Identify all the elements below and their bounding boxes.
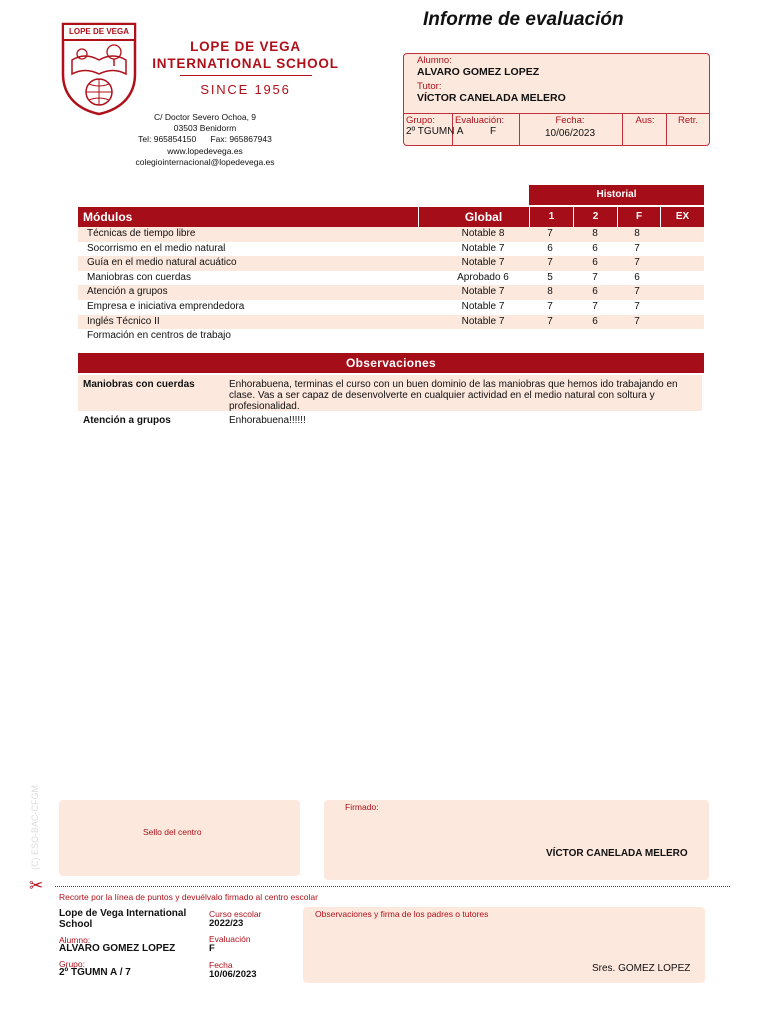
grade-1: 7: [547, 315, 553, 327]
table-row: [78, 271, 704, 286]
module-name: Inglés Técnico II: [87, 315, 160, 327]
side-watermark-text: (C) ESO-BAC-CFGM: [30, 785, 40, 870]
module-name: Técnicas de tiempo libre: [87, 228, 196, 239]
table-row: [78, 329, 704, 344]
footer-curso-label: Curso escolar: [209, 909, 262, 919]
school-crest-icon: [60, 22, 138, 116]
school-logo: [60, 22, 345, 117]
grade-2: 6: [592, 286, 598, 298]
tutor-label: Tutor:: [417, 81, 442, 92]
global-grade: Notable 7: [461, 286, 505, 298]
grade-f: 7: [634, 286, 640, 298]
module-name: Socorrismo en el medio natural: [87, 242, 226, 254]
sello-label: Sello del centro: [143, 827, 202, 837]
global-grade: Notable 8: [461, 228, 505, 239]
website-link[interactable]: www.lopedevega.es: [167, 145, 243, 156]
aus-cell: [623, 114, 667, 145]
grupo-label: Grupo:: [406, 115, 436, 126]
tutor-value: VÍCTOR CANELADA MELERO: [417, 92, 566, 104]
fecha-label: Fecha:: [555, 115, 585, 126]
footer-fecha-label: Fecha: [209, 960, 233, 970]
grade-2: 6: [592, 257, 598, 269]
col-f: F: [617, 207, 660, 227]
parents-signature-box: [303, 907, 705, 983]
logo-banner-text: LOPE DE VEGA: [68, 27, 129, 36]
parents-name: Sres. GOMEZ LOPEZ: [592, 963, 691, 974]
table-row: [78, 315, 704, 330]
col-global: Global: [418, 207, 548, 227]
evaluacion-value: F: [490, 126, 497, 137]
cut-line: [55, 886, 730, 887]
scissors-icon: ✂: [29, 876, 44, 895]
grade-1: 8: [547, 286, 553, 298]
grupo-value: 2º TGUMN A: [406, 126, 464, 137]
grade-1: 6: [547, 242, 553, 254]
global-grade: Notable 7: [461, 257, 505, 269]
table-header: [78, 207, 704, 227]
sello-box: [59, 800, 300, 876]
fecha-cell: [520, 114, 623, 145]
address-line: C/ Doctor Severo Ochoa, 9: [153, 112, 257, 122]
evaluacion-label: Evaluación:: [455, 115, 505, 126]
footer-grupo-value: 2º TGUMN A / 7: [59, 967, 131, 978]
footer-evaluacion-value: F: [209, 943, 215, 954]
table-row: [78, 227, 704, 242]
grade-2: 7: [592, 271, 598, 283]
retr-label: Retr.: [677, 115, 699, 126]
footer-alumno-value: ALVARO GOMEZ LOPEZ: [59, 943, 176, 954]
firmado-box: [324, 800, 709, 880]
grupo-cell: [404, 114, 464, 145]
student-info-top: [404, 54, 709, 114]
grade-2: 8: [592, 228, 598, 239]
module-name: Guía en el medio natural acuático: [87, 257, 237, 269]
grade-1: 5: [547, 271, 553, 283]
table-row: [78, 285, 704, 300]
parents-label: Observaciones y firma de los padres o tutores: [315, 909, 489, 919]
module-name: Empresa e iniciativa emprendedora: [87, 301, 245, 312]
evaluacion-cell: [453, 114, 520, 145]
since-text: SINCE 1956: [200, 82, 291, 97]
student-info-box: [403, 53, 710, 146]
footer-fecha-value: 10/06/2023: [209, 969, 257, 980]
global-grade: Notable 7: [461, 315, 505, 327]
grade-1: 7: [547, 301, 553, 312]
recorte-instruction: Recorte por la línea de puntos y devuélvalo firmado al centro escolar: [59, 892, 318, 902]
global-grade: Aprobado 6: [457, 271, 509, 283]
table-row: [78, 300, 704, 315]
module-name: Formación en centros de trabajo: [87, 330, 231, 342]
school-name-line2: INTERNATIONAL SCHOOL: [152, 56, 339, 71]
observation-row: [78, 375, 702, 411]
alumno-value: ALVARO GOMEZ LOPEZ: [417, 66, 540, 78]
global-grade: Notable 7: [461, 301, 505, 312]
col-ex: EX: [660, 207, 704, 227]
footer-curso-value: 2022/23: [209, 918, 244, 929]
divider: [180, 75, 312, 76]
grade-f: 7: [634, 315, 640, 327]
grade-f: 8: [634, 228, 640, 239]
grade-f: 7: [634, 242, 640, 254]
col-modulos: Módulos: [83, 210, 133, 224]
col-1: 1: [529, 207, 573, 227]
observaciones-header: Observaciones: [78, 353, 704, 373]
grade-1: 7: [547, 257, 553, 269]
school-name: [148, 38, 343, 72]
table-row: [78, 242, 704, 257]
phone-fax-line: Tel: 965854150 Fax: 965867943: [138, 134, 272, 145]
firmado-label: Firmado:: [345, 802, 379, 812]
global-grade: Notable 7: [461, 242, 505, 254]
school-name-line1: LOPE DE VEGA: [190, 39, 301, 54]
alumno-label: Alumno:: [417, 55, 452, 66]
grade-2: 6: [592, 315, 598, 327]
grade-2: 6: [592, 242, 598, 254]
fecha-value: 10/06/2023: [544, 128, 596, 139]
historial-header: Historial: [529, 185, 704, 205]
observation-text: Enhorabuena, terminas el curso con un buen dominio de las maniobras que hemos ido trabajando en clase. Vas a ser capaz de desenvolverte en cualquier actividad en el medio natural con soltura y profesionalidad.: [229, 379, 678, 412]
observation-row: [78, 411, 702, 427]
page-title: Informe de evaluación: [423, 9, 624, 30]
footer-alumno-label: Alumno:: [59, 935, 91, 945]
observation-module: Maniobras con cuerdas: [83, 379, 195, 390]
retr-cell: [667, 114, 709, 145]
firmante-name: VÍCTOR CANELADA MELERO: [546, 848, 688, 859]
table-row: [78, 256, 704, 271]
footer-grupo-label: Grupo:: [59, 959, 85, 969]
address-line: 03503 Benidorm: [173, 123, 237, 134]
school-address: [100, 112, 310, 168]
observation-module: Atención a grupos: [83, 415, 171, 426]
col-2: 2: [573, 207, 617, 227]
observation-text: Enhorabuena!!!!!!: [229, 415, 306, 426]
aus-label: Aus:: [635, 115, 655, 126]
email-link[interactable]: colegiointernacional@lopedevega.es: [135, 156, 275, 167]
grade-f: 7: [634, 301, 640, 312]
module-name: Atención a grupos: [87, 286, 168, 298]
grade-2: 7: [592, 301, 598, 312]
footer-school-name: Lope de Vega International School: [59, 908, 187, 930]
footer-evaluacion-label: Evaluación: [209, 934, 251, 944]
grade-f: 7: [634, 257, 640, 269]
grade-f: 6: [634, 271, 640, 283]
module-name: Maniobras con cuerdas: [87, 271, 191, 283]
grade-1: 7: [547, 228, 553, 239]
